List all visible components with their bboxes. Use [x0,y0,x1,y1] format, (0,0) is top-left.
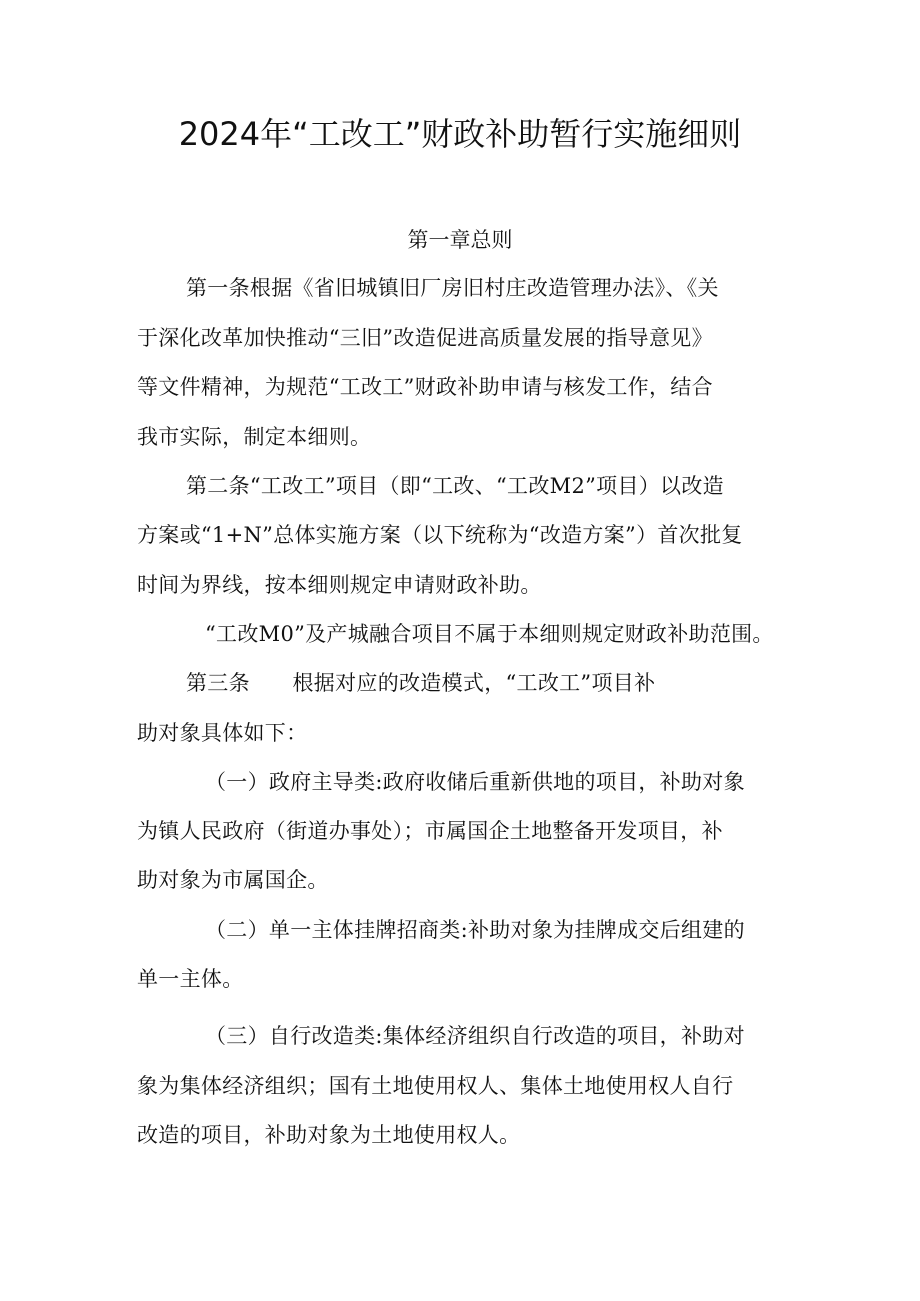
article-3-line-1: 第三条 根据对应的改造模式，“工改工”项目补 [186,671,656,695]
article-1-line-2: 于深化改革加快推动“三旧”改造促进高质量发展的指导意见》 [137,326,713,350]
article-1-line-1: 第一条根据《省旧城镇旧厂房旧村庄改造管理办法》、《关 [186,276,719,300]
article-2-line-1: 第二条“工改工”项目（即“工改、“工改M2”项目）以改造 [186,474,724,498]
item-2-line-1: （二）单一主体挂牌招商类:补助对象为挂牌成交后组建的 [205,918,745,942]
item-3-line-1: （三）自行改造类:集体经济组织自行改造的项目，补助对 [205,1024,745,1048]
chapter-heading: 第一章总则 [407,228,513,252]
article-1-line-3: 等文件精神，为规范“工改工”财政补助申请与核发工作，结合 [137,375,713,399]
item-3-line-2: 象为集体经济组织；国有土地使用权人、集体土地使用权人自行 [137,1074,734,1098]
item-1-line-2: 为镇人民政府（街道办事处）；市属国企土地整备开发项目，补 [137,819,723,843]
article-2-line-3: 时间为界线，按本细则规定申请财政补助。 [137,573,542,597]
article-3-line-2: 助对象具体如下： [137,721,308,745]
document-title: 2024年“工改工”财政补助暂行实施细则 [178,115,742,153]
item-1-line-3: 助对象为市属国企。 [137,868,329,892]
item-1-line-1: （一）政府主导类:政府收储后重新供地的项目，补助对象 [205,770,745,794]
item-2-line-2: 单一主体。 [137,967,244,991]
item-3-line-3: 改造的项目，补助对象为土地使用权人。 [137,1123,521,1147]
article-2-note: “工改M0”及产城融合项目不属于本细则规定财政补助范围。 [205,622,774,646]
article-1-line-4: 我市实际，制定本细则。 [137,425,372,449]
article-2-line-2: 方案或“1+N”总体实施方案（以下统称为“改造方案”）首次批复 [137,523,743,547]
